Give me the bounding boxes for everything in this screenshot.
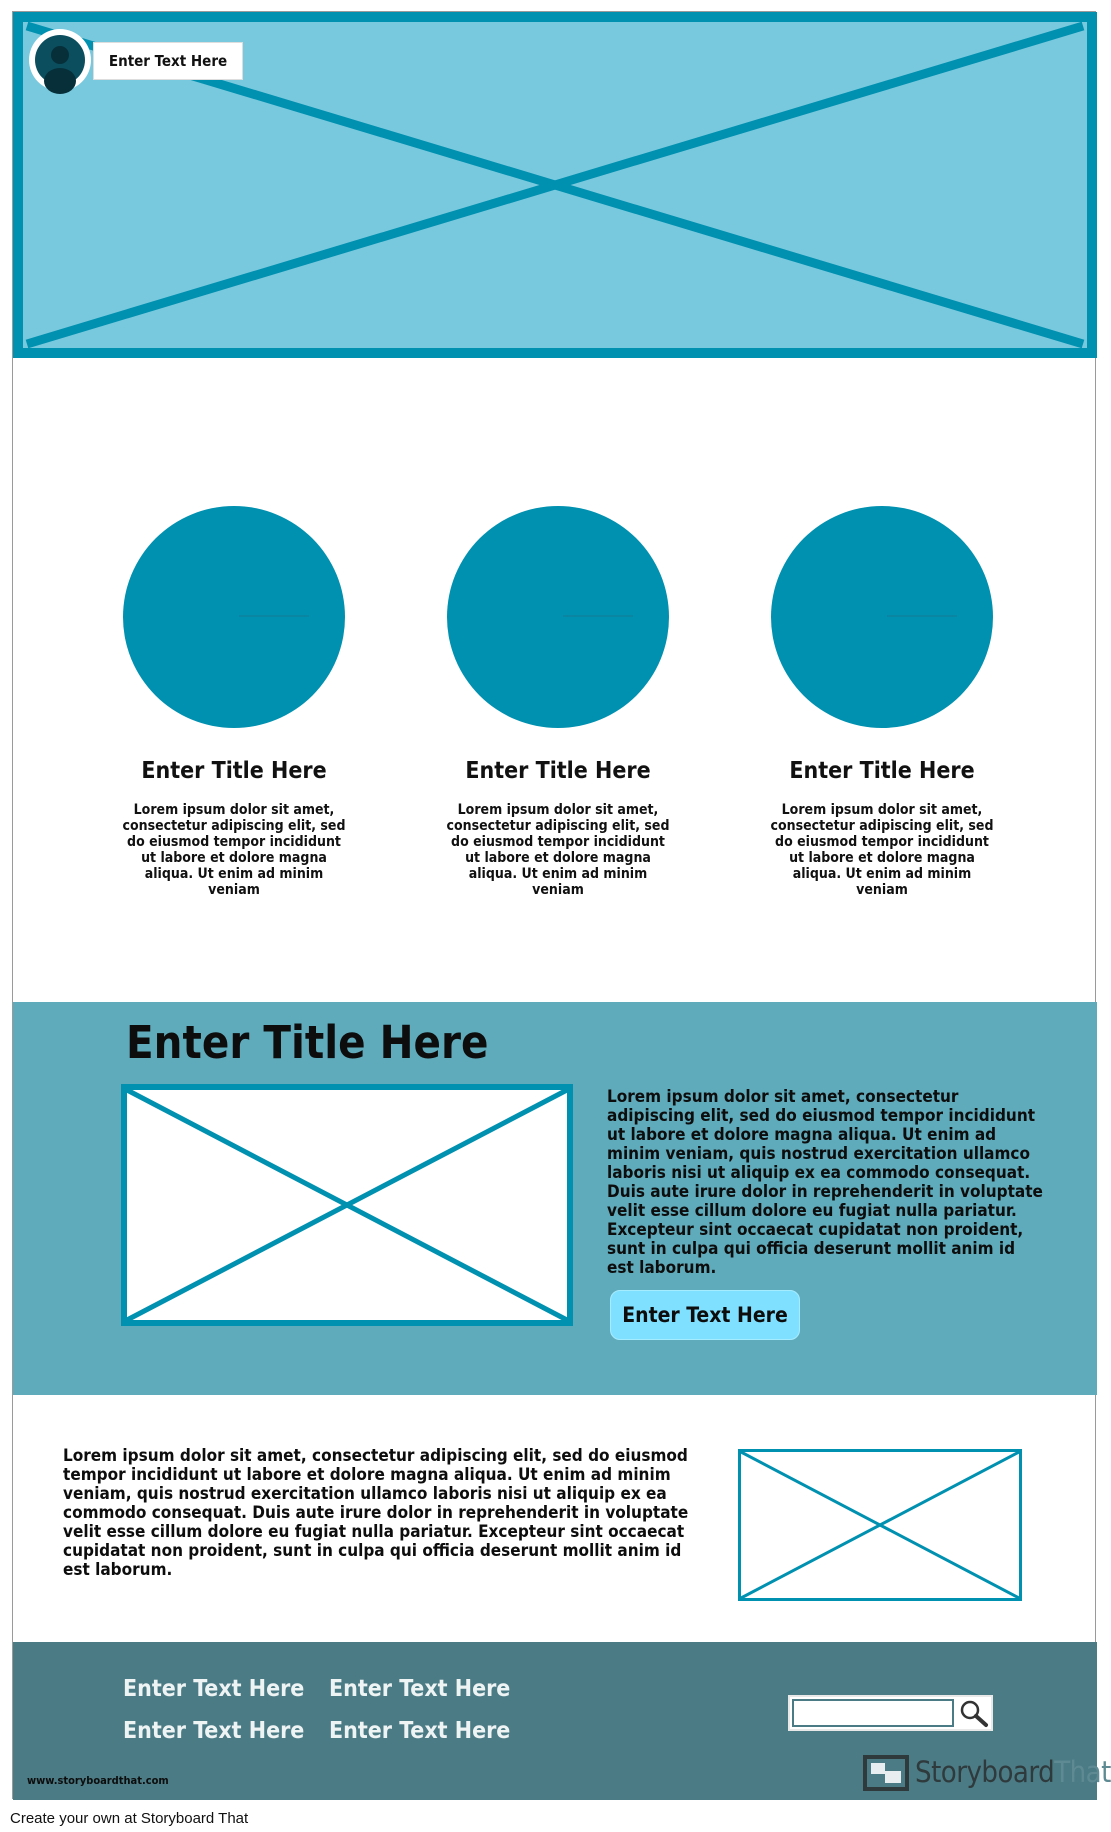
magnifier-icon [956,1697,991,1729]
highlight-body: Lorem ipsum dolor sit amet, consectetur adipiscing elit, sed do eiusmod tempor incididunt ut labore et dolore magna aliqua. Ut enim ad minim veniam, quis nostrud exercitation ullamco laboris nisi ut aliquip ex ea commodo consequat. Duis aute irure dolor in reprehenderit in voluptate velit esse cillum dolore eu fugiat nulla pariatur. Excepteur sint occaecat cupidatat non proident, sunt in culpa qui officia deserunt mollit anim id est laborum. [607,1087,1043,1278]
feature-image-circle [447,506,669,728]
site-url[interactable]: www.storyboardthat.com [27,1774,169,1787]
user-avatar-icon [35,35,85,85]
highlight-section [13,1002,1097,1395]
search-button[interactable] [956,1697,991,1729]
feature-card-1 [119,506,349,898]
feature-image-circle [771,506,993,728]
feature-card-3 [767,506,997,898]
footer-link[interactable]: Enter Text Here [123,1676,305,1702]
info-body: Lorem ipsum dolor sit amet, consectetur adipiscing elit, sed do eiusmod tempor incididunt ut labore et dolore magna aliqua. Ut enim ad minim veniam, quis nostrud exercitation ullamco laboris nisi ut aliquip ex ea commodo consequat. Duis aute irure dolor in reprehenderit in voluptate velit esse cillum dolore eu fugiat nulla pariatur. Excepteur sint occaecat cupidatat non proident, sunt in culpa qui officia deserunt mollit anim id est laborum. [63,1446,689,1580]
feature-body: Lorem ipsum dolor sit amet, consectetur adipiscing elit, sed do eiusmod tempor incididunt ut labore et dolore magna aliqua. Ut enim ad minim veniam [446,802,670,898]
storyboard-logo-icon [863,1755,909,1791]
logo-text-that: That [1054,1755,1111,1789]
feature-card-2 [443,506,673,898]
feature-title: Enter Title Here [789,758,975,784]
logo-text-storyboard: Storyboard [915,1755,1055,1789]
footer [13,1642,1111,1800]
info-image-placeholder [738,1449,1022,1601]
footer-link[interactable]: Enter Text Here [123,1718,305,1744]
cta-button[interactable]: Enter Text Here [610,1290,800,1340]
feature-title: Enter Title Here [465,758,651,784]
wireframe-page [12,11,1111,1799]
footer-link[interactable]: Enter Text Here [329,1676,511,1702]
feature-body: Lorem ipsum dolor sit amet, consectetur adipiscing elit, sed do eiusmod tempor incididunt ut labore et dolore magna aliqua. Ut enim ad minim veniam [770,802,994,898]
hero-banner [13,12,1097,358]
highlight-title: Enter Title Here [126,1016,489,1069]
image-placeholder-icon [127,1090,567,1320]
search-input[interactable] [792,1699,954,1727]
header-label[interactable]: Enter Text Here [93,42,243,80]
search-box [788,1695,993,1731]
storyboardthat-logo[interactable] [863,1753,1111,1795]
footer-link[interactable]: Enter Text Here [329,1718,511,1744]
highlight-image-placeholder [121,1084,573,1326]
feature-image-circle [123,506,345,728]
credit-text[interactable]: Create your own at Storyboard That [10,1810,249,1827]
feature-body: Lorem ipsum dolor sit amet, consectetur adipiscing elit, sed do eiusmod tempor incididunt ut labore et dolore magna aliqua. Ut enim ad minim veniam [122,802,346,898]
image-placeholder-icon [741,1452,1019,1598]
feature-title: Enter Title Here [141,758,327,784]
avatar[interactable] [29,29,91,91]
